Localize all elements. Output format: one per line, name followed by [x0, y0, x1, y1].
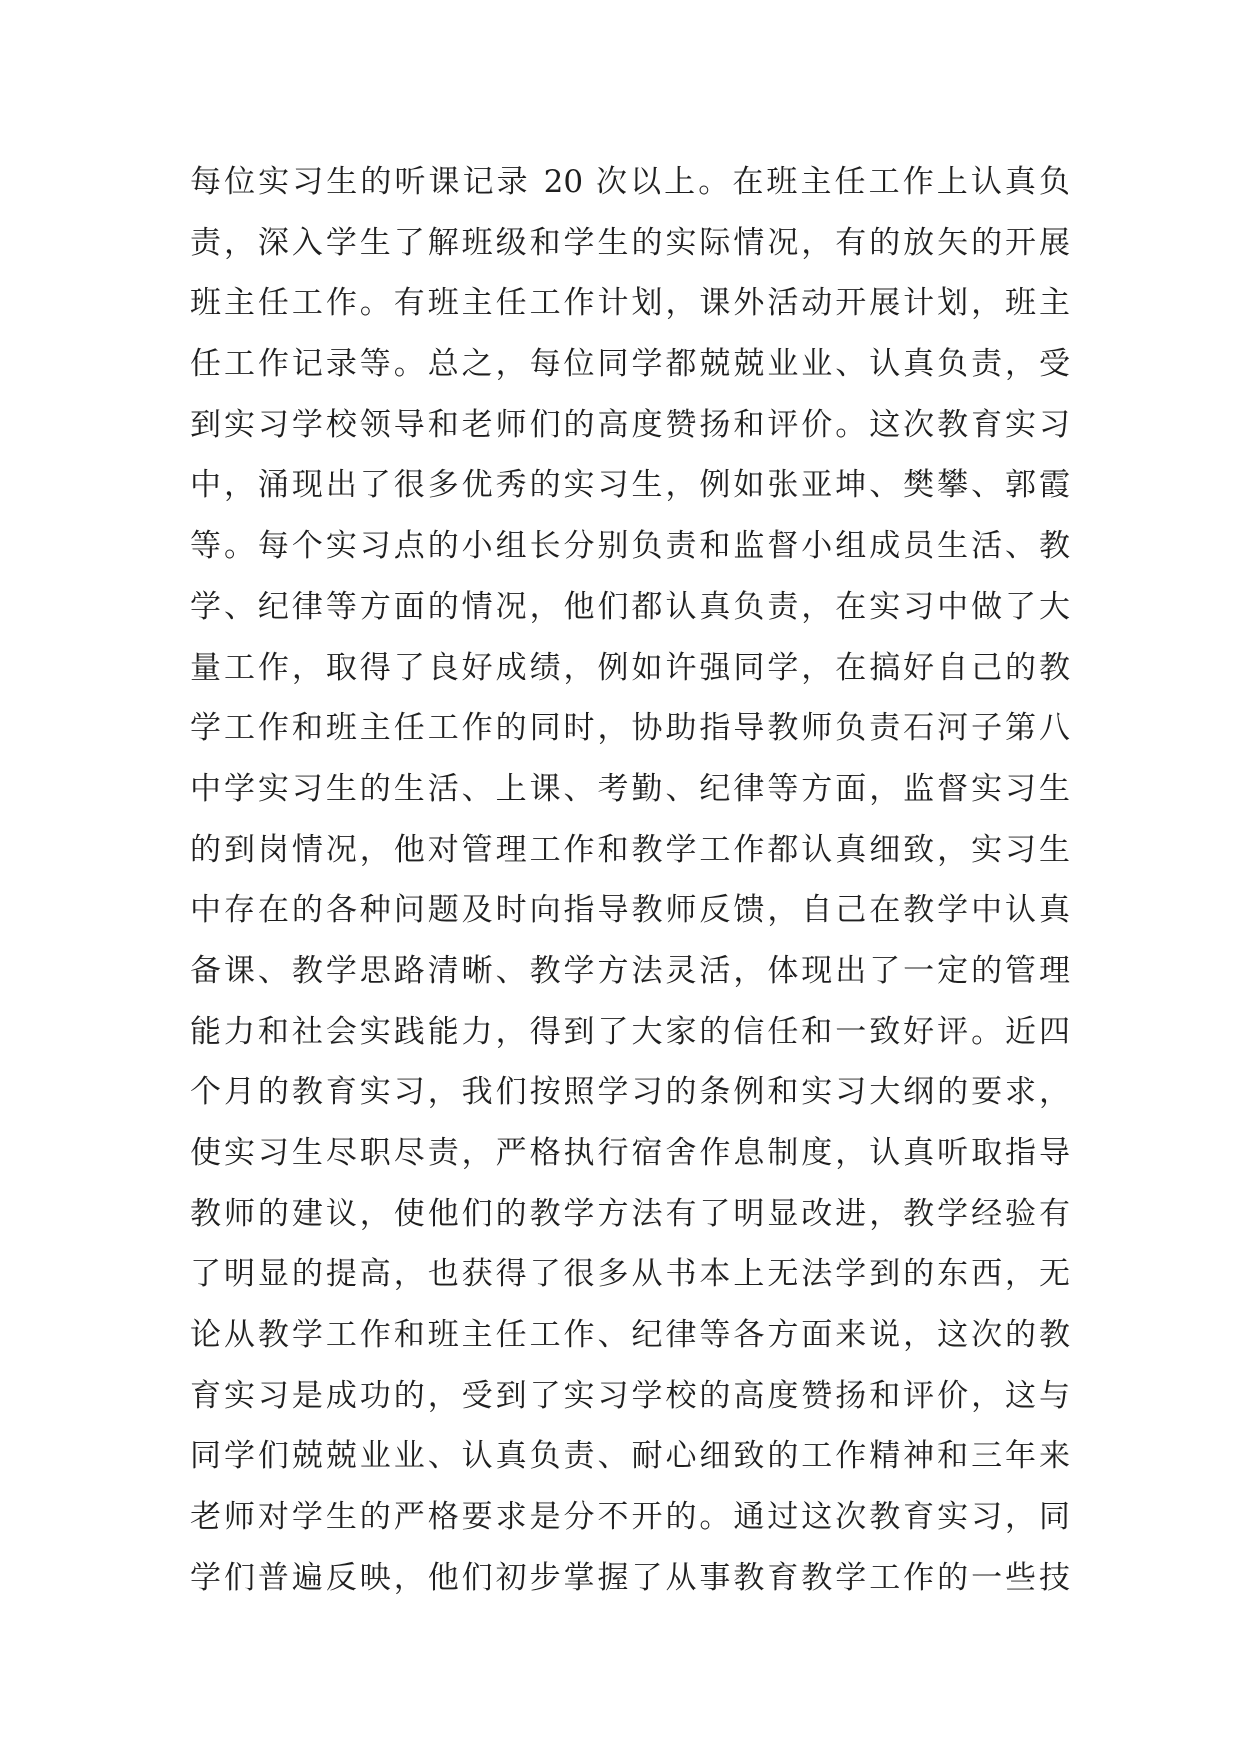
text-line: 学工作和班主任工作的同时，协助指导教师负责石河子第八 [190, 710, 1070, 747]
text-line: 了明显的提高，也获得了很多从书本上无法学到的东西，无 [190, 1256, 1070, 1293]
body-paragraph [190, 152, 1070, 1609]
text-line: 论从教学工作和班主任工作、纪律等各方面来说，这次的教 [190, 1317, 1070, 1354]
text-line: 育实习是成功的，受到了实习学校的高度赞扬和评价，这与 [190, 1377, 1070, 1414]
text-line: 任工作记录等。总之，每位同学都兢兢业业、认真负责，受 [190, 346, 1070, 383]
text-line: 责，深入学生了解班级和学生的实际情况，有的放矢的开展 [190, 224, 1070, 261]
text-line: 量工作，取得了良好成绩，例如许强同学，在搞好自己的教 [190, 649, 1070, 686]
text-line: 备课、教学思路清晰、教学方法灵活，体现出了一定的管理 [190, 952, 1070, 989]
text-line: 学们普遍反映，他们初步掌握了从事教育教学工作的一些技 [190, 1559, 1070, 1596]
text-line: 每位实习生的听课记录 20 次以上。在班主任工作上认真负 [190, 164, 1070, 200]
text-line: 等。每个实习点的小组长分别负责和监督小组成员生活、教 [190, 528, 1070, 565]
text-line: 的到岗情况，他对管理工作和教学工作都认真细致，实习生 [190, 831, 1070, 868]
text-line: 能力和社会实践能力，得到了大家的信任和一致好评。近四 [190, 1013, 1070, 1050]
text-line: 学、纪律等方面的情况，他们都认真负责，在实习中做了大 [190, 588, 1070, 625]
text-line: 同学们兢兢业业、认真负责、耐心细致的工作精神和三年来 [190, 1438, 1070, 1475]
text-line: 中存在的各种问题及时向指导教师反馈，自己在教学中认真 [190, 892, 1070, 929]
text-line: 使实习生尽职尽责，严格执行宿舍作息制度，认真听取指导 [190, 1135, 1070, 1171]
text-line: 中，涌现出了很多优秀的实习生，例如张亚坤、樊攀、郭霞 [190, 467, 1070, 504]
text-line: 班主任工作。有班主任工作计划，课外活动开展计划，班主 [190, 285, 1070, 322]
text-line: 到实习学校领导和老师们的高度赞扬和评价。这次教育实习 [190, 406, 1070, 443]
text-line: 中学实习生的生活、上课、考勤、纪律等方面，监督实习生 [190, 770, 1070, 807]
text-line: 老师对学生的严格要求是分不开的。通过这次教育实习，同 [190, 1499, 1070, 1536]
text-line: 教师的建议，使他们的教学方法有了明显改进，教学经验有 [190, 1195, 1070, 1232]
text-line: 个月的教育实习，我们按照学习的条例和实习大纲的要求， [190, 1074, 1070, 1111]
